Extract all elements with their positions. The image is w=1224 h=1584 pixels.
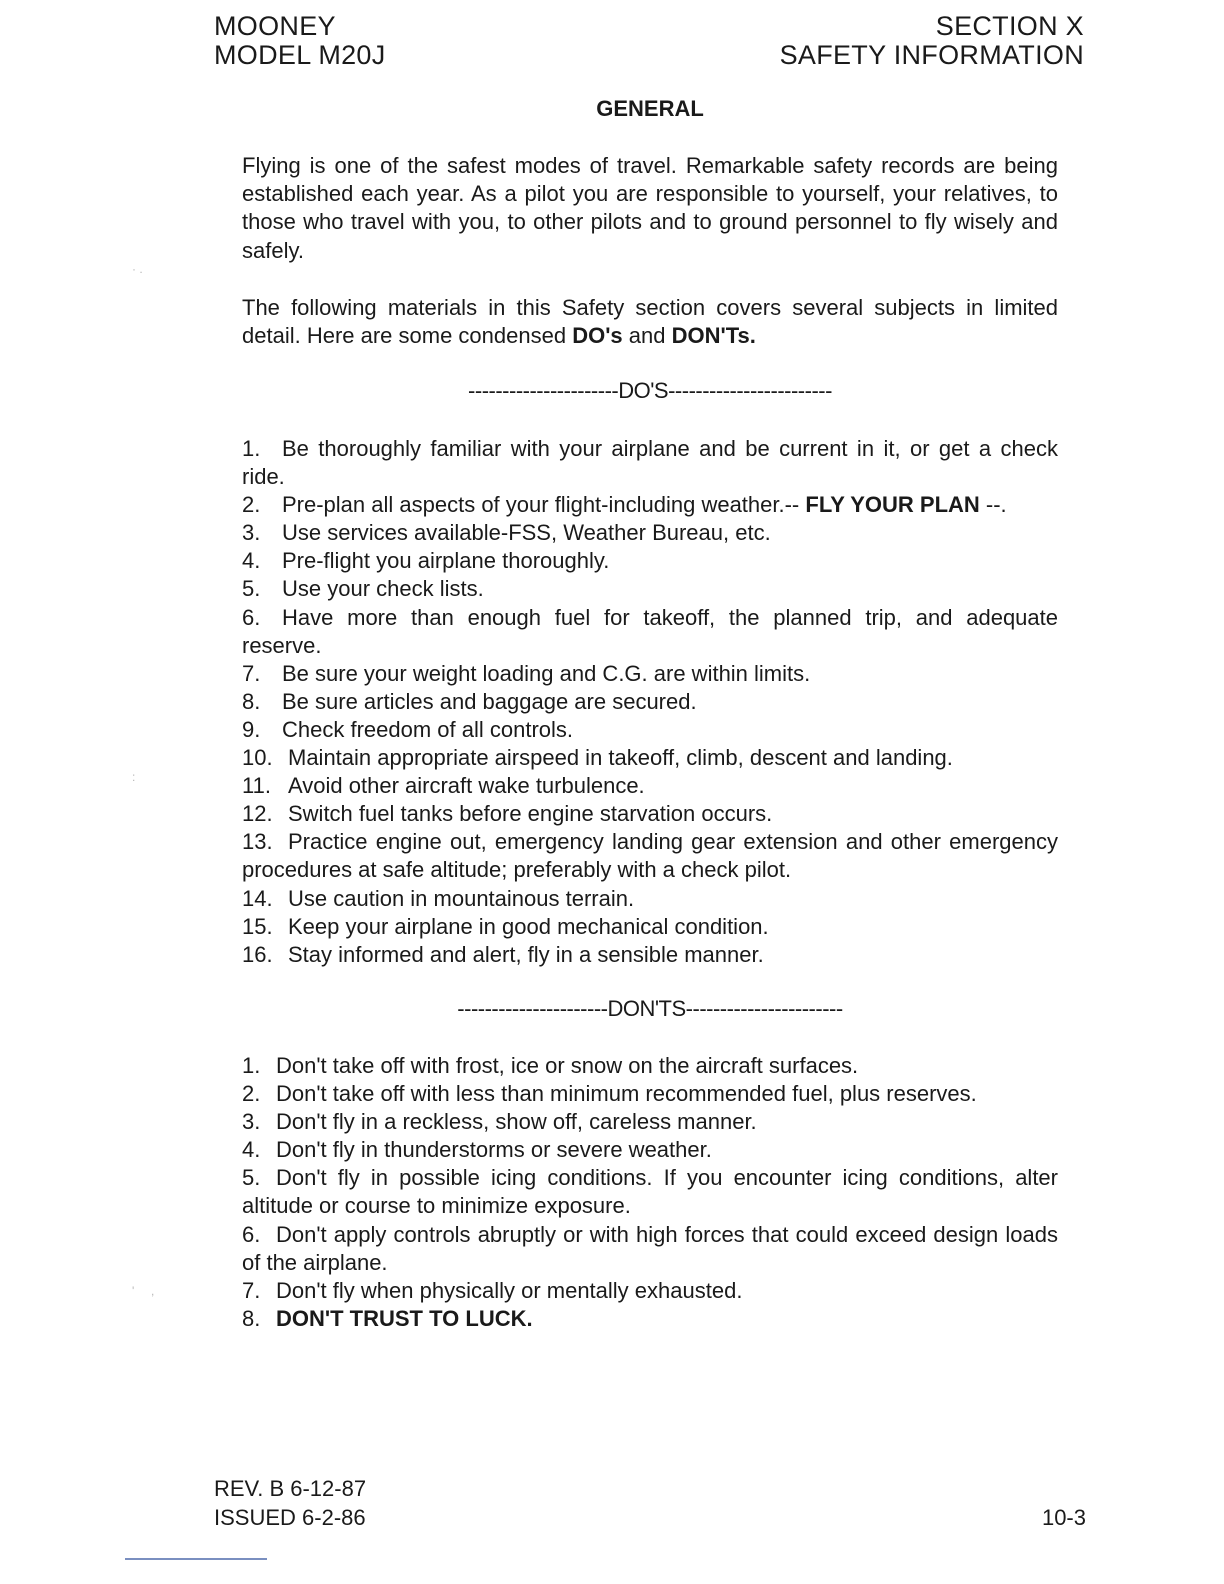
dos-item-number: 5. — [242, 576, 261, 602]
dos-item — [242, 435, 1058, 491]
intro-paragraph-1: Flying is one of the safest modes of travel. Remarkable safety records are being established each year. As a pilot you are responsible to yourself, your relatives, to those who travel with you, to other pilots and to ground personnel to fly wisely and safely. — [242, 153, 1058, 263]
dos-item — [242, 716, 1058, 744]
donts-item — [242, 1164, 1058, 1220]
page-number: 10-3 — [1041, 1505, 1086, 1530]
dos-item-number: 8. — [242, 688, 261, 714]
intro-and: and — [622, 323, 672, 349]
dos-item-text: Use services available-FSS, Weather Bureau, etc. — [282, 520, 771, 546]
scan-speck: · . — [132, 262, 143, 276]
header-section: SECTION X — [935, 11, 1084, 41]
dos-item-text: Check freedom of all controls. — [282, 716, 574, 742]
dos-item — [242, 491, 1058, 519]
header-section-title: SAFETY INFORMATION — [779, 40, 1084, 70]
dos-item-number: 2. — [242, 492, 261, 518]
donts-item-text: Don't take off with frost, ice or snow on the aircraft surfaces. — [276, 1053, 859, 1078]
dos-item — [242, 828, 1058, 884]
dos-item-emphasis: FLY YOUR PLAN — [805, 492, 980, 518]
dos-item-number: 9. — [242, 716, 261, 742]
dos-heading: ----------------------DO'S------------------------ — [468, 378, 832, 403]
header-model: MODEL M20J — [214, 40, 386, 70]
donts-item — [242, 1277, 1058, 1305]
donts-item-text: Don't fly in thunderstorms or severe weather. — [276, 1137, 712, 1163]
scan-speck: : — [132, 770, 136, 784]
header-left — [214, 12, 386, 70]
dos-item-number: 15. — [242, 913, 273, 939]
donts-item-emphasis: DON'T TRUST TO LUCK. — [276, 1305, 533, 1331]
donts-item-text: Don't fly in possible icing conditions. If you encounter icing conditions, alter altitude or course to minimize exposure. — [242, 1165, 1058, 1219]
dos-item — [242, 660, 1058, 688]
dos-item-text: Use your check lists. — [282, 576, 484, 602]
donts-item-text: Don't take off with less than minimum recommended fuel, plus reserves. — [276, 1081, 977, 1107]
dos-item — [242, 885, 1058, 913]
scan-speck: ' , — [132, 1284, 155, 1298]
donts-item-number: 7. — [242, 1277, 261, 1303]
dos-item-number: 4. — [242, 548, 261, 574]
donts-item-text: Don't apply controls abruptly or with high forces that could exceed design loads of the airplane. — [242, 1221, 1058, 1275]
donts-item — [242, 1136, 1058, 1164]
donts-item — [242, 1305, 1058, 1333]
dos-item — [242, 941, 1058, 969]
donts-list — [242, 1052, 1058, 1333]
dos-item — [242, 772, 1058, 800]
dos-item-text: Have more than enough fuel for takeoff, the planned trip, and adequate reserve. — [242, 604, 1058, 658]
dos-item — [242, 800, 1058, 828]
dos-item-number: 1. — [242, 436, 261, 461]
dos-item-text: Practice engine out, emergency landing gear extension and other emergency procedures at safe altitude; preferably with a check pilot. — [242, 829, 1058, 883]
dos-item-text: Avoid other aircraft wake turbulence. — [288, 773, 645, 799]
donts-item-number: 6. — [242, 1221, 261, 1247]
intro-dos-label: DO's — [572, 323, 623, 349]
dos-item-number: 11. — [242, 773, 271, 799]
dos-item-text: Be thoroughly familiar with your airplane and be current in it, or get a check ride. — [242, 436, 1058, 490]
revision-block — [214, 1474, 366, 1532]
dos-item — [242, 547, 1058, 575]
intro-p2-text: The following materials in this Safety section covers several subjects in limited detail. Here are some condensed — [242, 295, 1058, 349]
dos-item-number: 7. — [242, 660, 261, 686]
dos-item-text: Keep your airplane in good mechanical condition. — [288, 913, 769, 939]
dos-item-text: Maintain appropriate airspeed in takeoff, climb, descent and landing. — [288, 745, 953, 771]
dos-item-number: 12. — [242, 801, 273, 827]
dos-item-text: Pre-plan all aspects of your flight-including weather.-- — [282, 492, 806, 518]
page-title: GENERAL — [596, 96, 704, 121]
footer-rule — [125, 1558, 267, 1560]
dos-item-tail: --. — [979, 492, 1007, 518]
dos-list — [242, 435, 1058, 969]
dos-item-number: 16. — [242, 941, 273, 967]
revision-date: REV. B 6-12-87 — [214, 1476, 367, 1501]
donts-item — [242, 1221, 1058, 1277]
dos-item-number: 10. — [242, 745, 273, 771]
dos-item — [242, 744, 1058, 772]
dos-item-text: Stay informed and alert, fly in a sensible manner. — [288, 941, 764, 967]
donts-item-number: 5. — [242, 1165, 261, 1191]
intro-donts-label: DON'Ts. — [671, 323, 756, 349]
header-manufacturer: MOONEY — [214, 11, 336, 41]
donts-item-text: Don't fly when physically or mentally exhausted. — [276, 1277, 743, 1303]
intro-paragraph-2 — [242, 294, 1058, 350]
dos-item-text: Be sure your weight loading and C.G. are within limits. — [282, 660, 811, 686]
issued-date: ISSUED 6-2-86 — [214, 1505, 366, 1530]
dos-item-number: 14. — [242, 885, 273, 911]
dos-item-text: Pre-flight you airplane thoroughly. — [282, 548, 610, 574]
donts-item-number: 3. — [242, 1109, 261, 1135]
dos-item — [242, 575, 1058, 603]
dos-item-text: Switch fuel tanks before engine starvation occurs. — [288, 801, 773, 827]
donts-item-text: Don't fly in a reckless, show off, careless manner. — [276, 1109, 757, 1135]
donts-item — [242, 1052, 1058, 1080]
dos-item — [242, 519, 1058, 547]
dos-item-text: Be sure articles and baggage are secured. — [282, 688, 697, 714]
dos-item — [242, 604, 1058, 660]
donts-item-number: 4. — [242, 1137, 261, 1163]
donts-item-number: 8. — [242, 1305, 261, 1331]
dos-item-number: 3. — [242, 520, 261, 546]
dos-item — [242, 688, 1058, 716]
header-right — [780, 12, 1084, 70]
donts-item — [242, 1080, 1058, 1108]
donts-item — [242, 1108, 1058, 1136]
dos-item-number: 13. — [242, 829, 273, 855]
dos-item-number: 6. — [242, 604, 261, 630]
dos-item-text: Use caution in mountainous terrain. — [288, 885, 635, 911]
donts-heading: ----------------------DON'TS----------------------- — [457, 996, 843, 1021]
donts-item-number: 2. — [242, 1081, 261, 1107]
dos-item — [242, 913, 1058, 941]
donts-item-number: 1. — [242, 1053, 261, 1078]
